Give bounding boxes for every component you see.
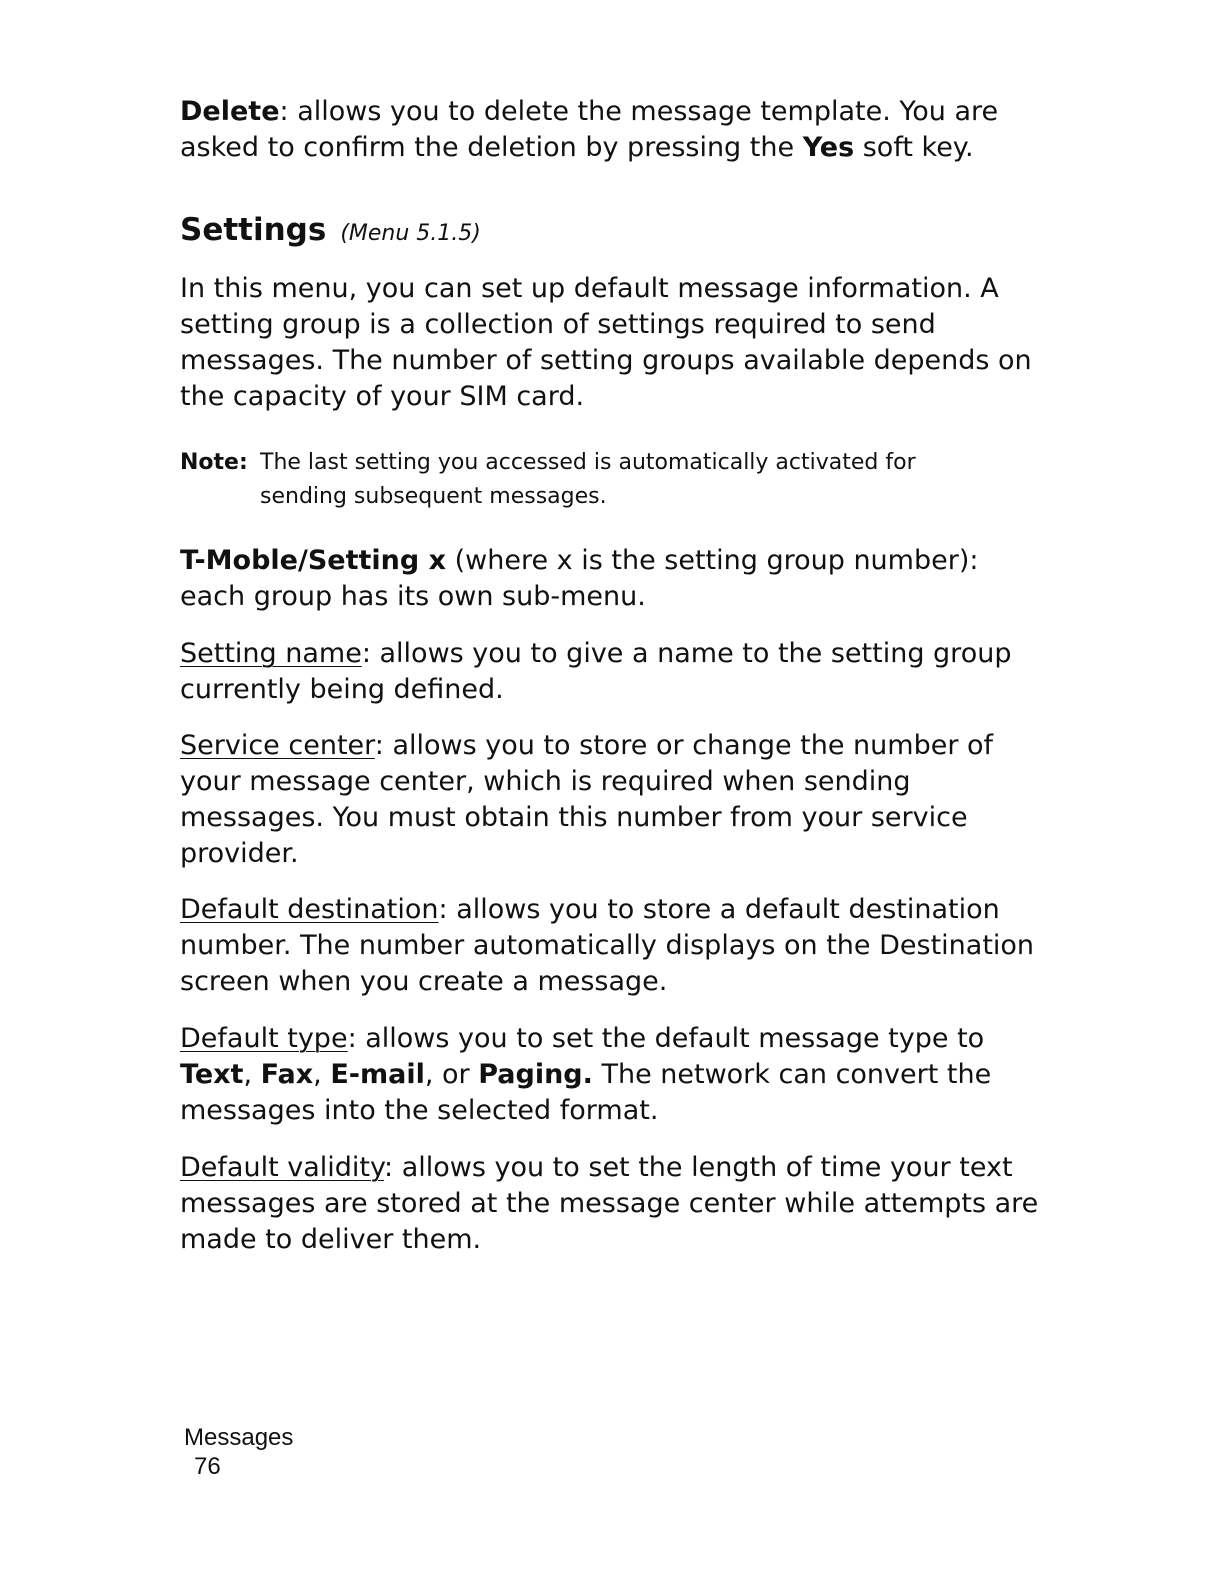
default-type-text-1: : allows you to set the default message type to [347, 1023, 985, 1054]
delete-paragraph [180, 94, 1040, 166]
default-validity-text: : allows you to set the length of time your text messages are stored at the message center while attempts are made to deliver them. [180, 1152, 1039, 1255]
intro-paragraph: In this menu, you can set up default message information. A setting group is a collection of settings required to send messages. The number of setting groups available depends on the capacity of your SIM card. [180, 273, 1032, 412]
page-footer [184, 1423, 293, 1481]
type-separator: , or [424, 1059, 479, 1090]
settings-menu-ref: (Menu 5.1.5) [340, 221, 481, 246]
default-validity-term: Default validity [180, 1152, 385, 1183]
default-validity-paragraph [180, 1150, 1040, 1258]
footer-section: Messages [184, 1424, 294, 1451]
settings-title: Settings [180, 212, 327, 248]
tmobile-text: (where x is the setting group number): each group has its own sub-menu. [180, 545, 979, 612]
default-type-term: Default type [180, 1023, 348, 1054]
type-paging-option: Paging. [478, 1059, 593, 1090]
default-type-paragraph [180, 1021, 1040, 1129]
default-destination-term: Default destination [180, 894, 439, 925]
tmobile-term: T-Moble/Setting x [180, 545, 447, 576]
type-fax-option: Fax [260, 1059, 314, 1090]
type-text-option: Text [180, 1059, 244, 1090]
delete-term: Delete [180, 96, 280, 127]
page-number: 76 [194, 1453, 221, 1480]
delete-text-1: : allows you to delete the message template. You are asked to confirm the deletion by pressing the [180, 96, 999, 163]
note-box [180, 446, 1040, 514]
setting-name-paragraph [180, 636, 1040, 708]
note-line-2: sending subsequent messages. [260, 484, 607, 509]
type-separator: , [243, 1059, 261, 1090]
note-line-1: The last setting you accessed is automatically activated for [260, 450, 916, 475]
default-destination-text: : allows you to store a default destination number. The number automatically displays on the Destination screen when you create a message. [180, 894, 1035, 997]
yes-key: Yes [802, 132, 855, 163]
service-center-text: : allows you to store or change the number of your message center, which is required when sending messages. You must obtain this number from your service provider. [180, 730, 994, 869]
default-destination-paragraph [180, 892, 1040, 1000]
default-type-text-2: The network can convert the messages into the selected format. [180, 1059, 992, 1126]
type-separator: , [313, 1059, 331, 1090]
delete-text-2: soft key. [854, 132, 974, 163]
tmobile-paragraph [180, 543, 1040, 615]
service-center-paragraph [180, 728, 1040, 872]
type-email-option: E-mail [330, 1059, 425, 1090]
service-center-term: Service center [180, 730, 375, 761]
settings-heading [180, 208, 481, 256]
setting-name-text: : allows you to give a name to the setting group currently being defined. [180, 638, 1012, 705]
note-label: Note: [180, 450, 248, 475]
setting-name-term: Setting name [180, 638, 362, 669]
